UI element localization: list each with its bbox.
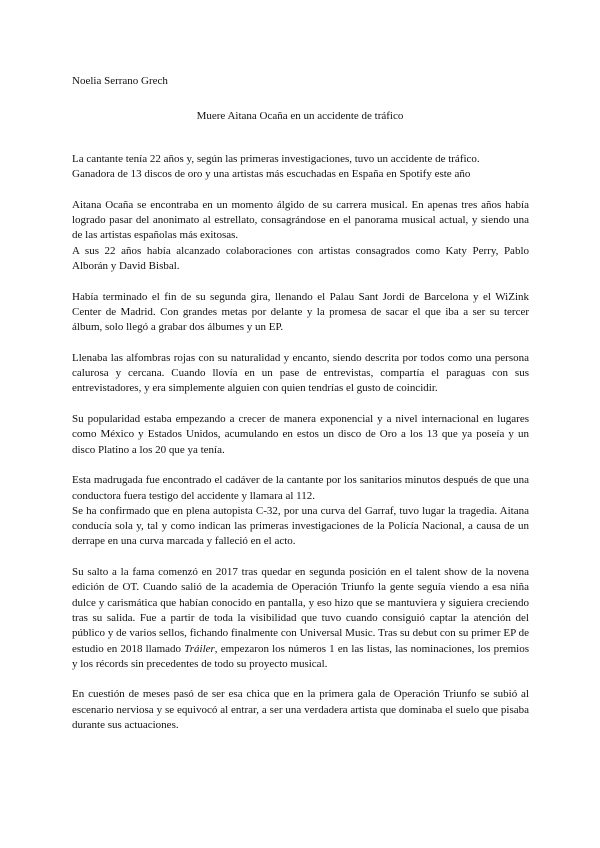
paragraph-text: , empezaron los números 1 en las listas, las nominaciones, los premios y los récords sin precedentes de todo su proyecto musical. xyxy=(72,642,530,670)
paragraph-line: Aitana Ocaña se encontraba en un momento álgido de su carrera musical. En apenas tres años había logrado pasar del anonimato al estrellato, consagrándose en el panorama musical actual, y siendo una de las artistas españolas más exitosas. xyxy=(72,198,529,242)
paragraph-line: En cuestión de meses pasó de ser esa chica que en la primera gala de Operación Triunfo se subió al escenario nerviosa y se equivocó al entrar, a ser una verdadera artista que dominaba el suelo que pisaba durante sus actuaciones. xyxy=(72,688,529,731)
paragraph-line: Su popularidad estaba empezando a crecer de manera exponencial y a nivel internacional en lugares como México y Estados Unidos, acumulando en estos un disco de Oro a los 13 que ya poseía y un disco Platino a los 20 que ya tenía. xyxy=(72,413,529,456)
paragraph-line: Se ha confirmado que en plena autopista C-32, por una curva del Garraf, tuvo lugar la tragedia. Aitana conducía sola y, tal y como indican las primeras investigaciones de la Policía Nacional, a causa de un derrape en una curva marcada y falleció en el acto. xyxy=(72,504,529,548)
paragraph-line: Había terminado el fin de su segunda gira, llenando el Palau Sant Jordi de Barcelona y el WiZink Center de Madrid. Con grandes metas por delante y la promesa de sacar el que iba a ser su tercer álbum, solo llegó a grabar dos álbumes y un EP. xyxy=(72,290,529,334)
lede-line: Ganadora de 13 discos de oro y una artistas más escuchadas en España en Spotify este año xyxy=(72,168,471,181)
paragraph-career xyxy=(72,198,529,274)
lede-line: La cantante tenía 22 años y, según las primeras investigaciones, tuvo un accidente de tráfico. xyxy=(72,153,480,165)
paragraph-growth xyxy=(72,687,529,733)
paragraph-fame xyxy=(72,565,529,672)
paragraph-line: A sus 22 años había alcanzado colaboraciones con artistas consagrados como Katy Perry, Pablo Alborán y David Bisbal. xyxy=(72,244,529,273)
paragraph-line: Llenaba las alfombras rojas con su naturalidad y encanto, siendo descrita por todos como una persona calurosa y cercana. Cuando llovía en un pase de entrevistas, compartía el paraguas con sus entrevistadores, y era simplemente alguien con quien tendrías el gusto de coincidir. xyxy=(72,351,529,395)
article-title: Muere Aitana Ocaña en un accidente de tráfico xyxy=(196,110,404,122)
paragraph-tour xyxy=(72,290,529,336)
article-lede xyxy=(72,152,529,183)
paragraph-text: Su salto a la fama comenzó en 2017 tras quedar en segunda posición en el talent show de la novena edición de OT. Cuando salió de la academia de Operación Triunfo la gente seguía viendo a esa niña dulce y carismática que habían conocido en pantalla, y eso hizo que se mantuviera y siguiera creciendo tras su salida. Fue a partir de toda la visibilidad que tuvo cuando consiguió captar la atención del público y de varios sellos, fichando finalmente con Universal Music. Tras su debut con su primer EP de estudio en 2018 llamado xyxy=(72,566,529,655)
paragraph-popularity xyxy=(72,412,529,458)
author-name: Noelia Serrano Grech xyxy=(72,75,168,87)
article-body xyxy=(72,152,529,749)
paragraph-personality xyxy=(72,351,529,397)
paragraph-accident xyxy=(72,473,529,549)
ep-title: Tráiler xyxy=(184,642,215,655)
paragraph-line: Esta madrugada fue encontrado el cadáver de la cantante por los sanitarios minutos después de que una conductora fuera testigo del accidente y llamara al 112. xyxy=(72,474,529,502)
